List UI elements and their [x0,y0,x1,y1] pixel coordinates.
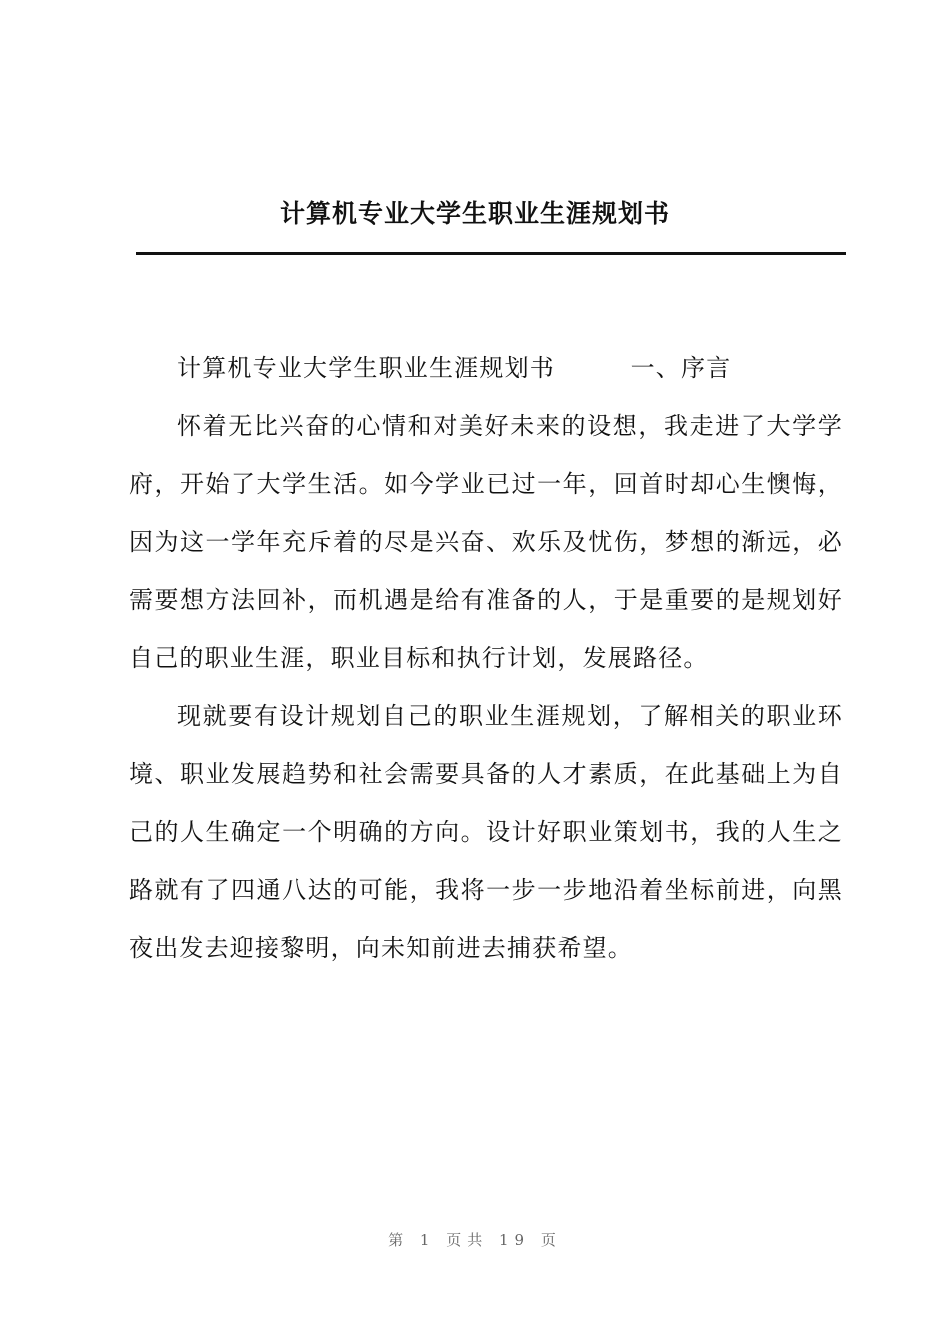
section-heading-line: 计算机专业大学生职业生涯规划书 一、序言 [177,354,732,382]
page-title: 计算机专业大学生职业生涯规划书 [279,199,670,228]
paragraph-1: 怀着无比兴奋的心情和对美好未来的设想，我走进了大学学府，开始了大学生活。如今学业已过一年，回首时却心生懊悔，因为这一学年充斥着的尽是兴奋、欢乐及忧伤，梦想的渐远，必需要想方法回补，而机遇是给有准备的人，于是重要的是规划好自己的职业生涯，职业目标和执行计划，发展路径。 [129,412,843,672]
title-underline [136,252,846,255]
paragraph-2: 现就要有设计规划自己的职业生涯规划，了解相关的职业环境、职业发展趋势和社会需要具备的人才素质，在此基础上为自己的人生确定一个明确的方向。设计好职业策划书，我的人生之路就有了四通八达的可能，我将一步一步地沿着坐标前进，向黑夜出发去迎接黎明，向未知前进去捕获希望。 [129,702,843,962]
page-number-footer: 第 1 页共 19 页 [388,1231,562,1249]
document-body [129,339,843,977]
